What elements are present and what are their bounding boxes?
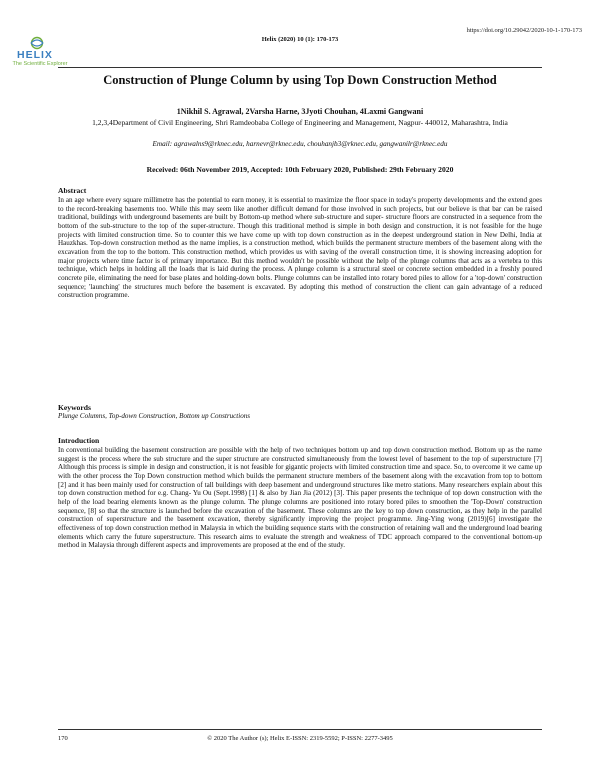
paper-title: Construction of Plunge Column by using Top Down Construction Method: [103, 73, 497, 87]
doi-link[interactable]: https://doi.org/10.29042/2020-10-1-170-173: [466, 27, 582, 34]
footer-rule: [58, 729, 542, 730]
keywords-heading: Keywords: [58, 403, 91, 412]
copyright-footer: © 2020 The Author (s); Helix E-ISSN: 2319-5592; P-ISSN: 2277-3495: [207, 735, 393, 742]
header-rule: [58, 67, 542, 68]
author-emails: Email: agrawalns9@rknec.edu, harnevr@rknec.edu, chouhanjb3@rknec.edu, gangwanilr@rknec.edu: [152, 140, 448, 148]
abstract-heading: Abstract: [58, 186, 87, 195]
journal-citation: Helix (2020) 10 (1): 170-173: [261, 36, 339, 43]
affiliation: 1,2,3,4Department of Civil Engineering, Shri Ramdeobaba College of Engineering and Management, Nagpur- 440012, Maharashtra, India: [92, 118, 508, 127]
author-list: 1Nikhil S. Agrawal, 2Varsha Harne, 3Jyoti Chouhan, 4Laxmi Gangwani: [176, 107, 424, 116]
logo-tagline: The Scientific Explorer: [12, 61, 68, 67]
publication-dates: Received: 06th November 2019, Accepted: 10th February 2020, Published: 29th February 2020: [146, 165, 454, 174]
keywords-text: Plunge Columns, Top-down Construction, Bottom up Constructions: [58, 412, 251, 420]
logo-word: HELIX: [17, 49, 53, 61]
introduction-text: In conventional building the basement construction are possible with the help of two techniques bottom up and top down construction method. Bottom up as the name suggest is the process where the sub structure and the super structure are constructed simultaneously from the lowest level of basement to the top of superstructure [7] Although this process is simple in design and construction, it is not feasible for gigantic projects with limited construction time and space. So, to overcome it we came up with the other process the Top Down construction method which builds the permanent structure members of the basement along with the excavation from top to bottom [2] and it has been mainly used for construction of tall buildings with deep basement and underground structures like metro stations. Many researchers explain about this top down construction method for e.g. Chang- Yu Ou (Sept.1998) [1] & also by Jian Jia (2012) [3]. This paper presents the technique of top down construction with the help of the load bearing elements known as the plunge column. The plunge columns are positioned into rotary bored piles to smoothen the 'Top-Down' construction sequence, [8] so that the structure is launched before the excavation of the basement. These columns are the key to top down construction, as they help in the parallel construction of superstructure and the basement excavation, thereby significantly improving the project programme. Jing-Ying wong (2019)[6] investigate the effectiveness of top down construction method in Malaysia in which the building sequence starts with the construction of retaining wall and the underground load bearing elements which carry the future superstructure. This research aims to evaluate the strength and weakness of TDC approach compared to the conventional bottom-up method in Malaysia through different aspects and improvements are proposed at the end of the study.: [58, 446, 542, 550]
page-number: 170: [58, 735, 68, 742]
abstract-text: In an age where every square millimetre has the potential to earn money, it is essential to maximize the floor space in today's property developments and the extend goes to the record-breaking basements too. While this may seem like another difficult demand for those involved in such projects, but our believe is that bar can be raised traditional, buildings with underground basements are built by Bottom-up method where sub-structure and super- structure floors are constructed in a sequence from the bottom of the sub-structure to the top of the super-structure. Though this traditional method is simple in both design and construction, it is not feasible for the huge projects with limited construction time. So to counter this we have come up with top down construction as in the deepest underground station in New Delhi, India at Hauzkhas. Top-down construction method as the name implies, is a construction method, which builds the permanent structure members of the basement along with the excavation from the top to the bottom. This construction method, which provides us with saving of the overall construction time, it is showing increasing adoption for major projects where time factor is of primary importance. But this method wouldn't be possible without the help of the plunge columns that acts as a vertebra to this technique, which helps in holding all the loads that is laid during the process. A plunge column is a structural steel or concrete section embedded in a freshly poured concrete pile, eliminating the need for base plates and holding-down bolts. Plunge columns can be installed into rotary bored piles to allow for a 'top-down' construction sequence; 'launching' the structures much before the basement is excavated. By adopting this method of construction the client can gain advantage of a reduced construction programme.: [58, 196, 542, 300]
introduction-heading: Introduction: [58, 436, 100, 445]
